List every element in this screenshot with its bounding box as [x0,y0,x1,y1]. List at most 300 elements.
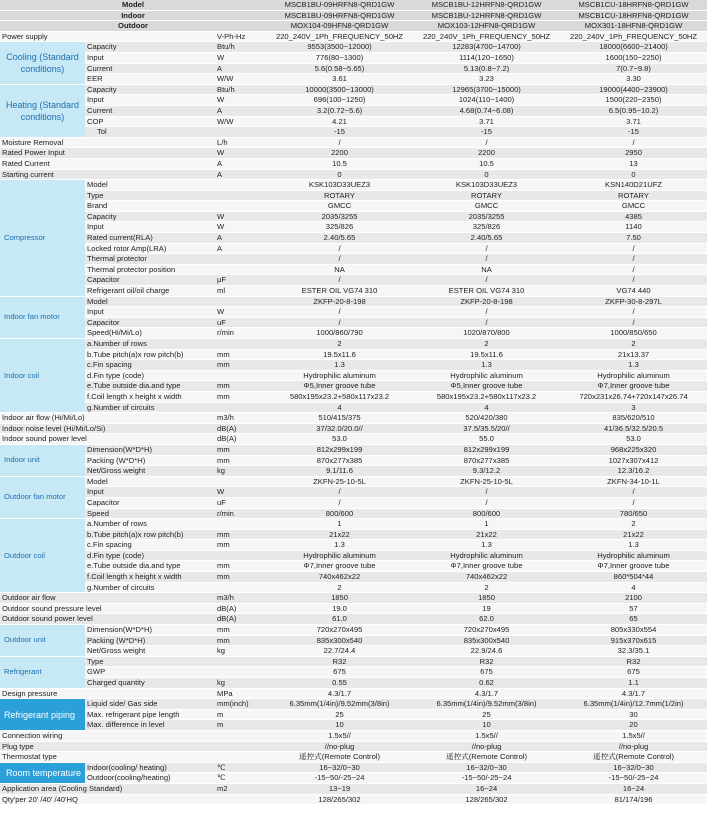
spec-value: 2.40/5.65 [413,233,560,244]
spec-value: 2 [266,582,413,593]
spec-value: 9.1/11.6 [266,466,413,477]
spec-category: Refrigerant piping [0,699,85,731]
spec-value: //no-plug [413,741,560,752]
spec-value: -15~50/-25~24 [413,773,560,784]
spec-value: 19000(4400~23900) [560,84,707,95]
spec-unit: dB(A) [213,614,266,625]
spec-value: 1.3 [266,360,413,371]
spec-value: 21x22 [560,529,707,540]
spec-value: 32.3/35.1 [560,646,707,657]
spec-row [0,709,707,720]
spec-value: / [560,254,707,265]
spec-value: 18000(6600~21400) [560,42,707,53]
spec-row [0,635,707,646]
spec-sublabel: d.Fin type (code) [85,550,213,561]
spec-value: ZKFP-20-8-198 [413,296,560,307]
spec-sublabel: Tol [85,127,213,138]
spec-value: 805x330x554 [560,625,707,636]
spec-label: Indoor noise level (Hi/Mi/Lo/Si) [0,423,213,434]
spec-value: 16~24 [560,783,707,794]
spec-value: 21x22 [413,529,560,540]
spec-value: 220_240V_1Ph_FREQUENCY_50HZ [266,31,413,42]
spec-row [0,137,707,148]
spec-sublabel: Input [85,95,213,106]
spec-sublabel: f.Coil length x height x width [85,572,213,583]
spec-value: 12283(4700~14700) [413,42,560,53]
spec-unit [213,180,266,191]
spec-value: 1600(150~2250) [560,52,707,63]
spec-value: 520/420/380 [413,413,560,424]
spec-unit: W [213,148,266,159]
spec-value: 16~24 [413,783,560,794]
spec-value: -15 [266,127,413,138]
spec-sublabel: Type [85,190,213,201]
spec-value: / [266,275,413,286]
spec-value: 41/36.5/32.5/20.5 [560,423,707,434]
header-model-cell: MSCB1BU-09HRFN8-QRD1GW [266,0,413,10]
spec-row [0,317,707,328]
spec-value: 10 [413,720,560,731]
spec-unit [213,730,266,741]
spec-sublabel: GWP [85,667,213,678]
spec-value: 4 [266,402,413,413]
spec-value: 1.3 [413,360,560,371]
spec-sublabel: Model [85,476,213,487]
spec-value: //no-plug [560,741,707,752]
spec-value: 2 [413,339,560,350]
spec-value: 遥控式(Remote Control) [560,752,707,763]
spec-value: 22.9/24.6 [413,646,560,657]
spec-value: 1020/870/800 [413,328,560,339]
spec-unit: Btu/h [213,84,266,95]
spec-value: 19.0 [266,603,413,614]
spec-row [0,741,707,752]
spec-unit: m [213,720,266,731]
spec-value: ZKFN-25-10-5L [413,476,560,487]
spec-row [0,519,707,530]
spec-value: / [266,497,413,508]
spec-sublabel: Liquid side/ Gas side [85,699,213,710]
header-row [0,0,707,10]
spec-row [0,190,707,201]
spec-unit: W [213,95,266,106]
spec-unit [213,794,266,805]
spec-row [0,466,707,477]
spec-row [0,497,707,508]
spec-value: 128/265/302 [413,794,560,805]
spec-value: 4.68(0.74~6.08) [413,105,560,116]
spec-value: 7(0.7~9.8) [560,63,707,74]
spec-value: R32 [413,656,560,667]
spec-value: 3 [560,402,707,413]
spec-value: 870x277x385 [266,455,413,466]
spec-unit [213,519,266,530]
spec-sublabel: Locked rotor Amp(LRA) [85,243,213,254]
spec-unit: mm [213,360,266,371]
spec-label: Rated Current [0,158,213,169]
spec-unit: W [213,52,266,63]
spec-value: / [560,264,707,275]
spec-sublabel: a.Number of rows [85,519,213,530]
spec-sublabel: Net/Gross weight [85,646,213,657]
spec-value: 22.7/24.4 [266,646,413,657]
spec-sublabel: EER [85,74,213,85]
spec-row [0,349,707,360]
spec-unit [213,254,266,265]
spec-unit: Btu/h [213,42,266,53]
spec-sublabel: Packing (W*D*H) [85,455,213,466]
spec-sublabel: Input [85,222,213,233]
spec-value: Hydrophilic aluminum [266,370,413,381]
spec-unit: W [213,222,266,233]
spec-value: ZKFN-25-10-5L [266,476,413,487]
spec-value: 696(100~1250) [266,95,413,106]
spec-value: / [560,307,707,318]
spec-value: 2035/3255 [413,211,560,222]
spec-value: 4.3/1.7 [560,688,707,699]
spec-value: 20 [560,720,707,731]
spec-value: ZKFP-20-8-198 [266,296,413,307]
spec-row [0,720,707,731]
spec-value: 220_240V_1Ph_FREQUENCY_50HZ [560,31,707,42]
spec-value: 1114(120~1650) [413,52,560,63]
spec-category: Indoor coil [0,339,85,413]
spec-unit: mm [213,349,266,360]
spec-unit: V-Ph-Hz [213,31,266,42]
spec-value: 81/174/196 [560,794,707,805]
spec-value: 0.55 [266,678,413,689]
spec-value: Hydrophilic aluminum [560,370,707,381]
spec-value: 37.5/35.5/20// [413,423,560,434]
spec-row [0,243,707,254]
spec-row [0,296,707,307]
spec-value: 3.61 [266,74,413,85]
spec-sublabel: Input [85,307,213,318]
spec-value: 325/826 [266,222,413,233]
spec-unit: kg [213,678,266,689]
spec-category: Outdoor unit [0,625,85,657]
spec-value: 2 [266,339,413,350]
spec-unit: W [213,211,266,222]
spec-sublabel: c.Fin spacing [85,540,213,551]
spec-value: Hydrophilic aluminum [560,550,707,561]
spec-value: 2200 [413,148,560,159]
spec-value: 2035/3255 [266,211,413,222]
spec-label: Thermostat type [0,752,213,763]
spec-sublabel: Packing (W*D*H) [85,635,213,646]
spec-value: GMCC [560,201,707,212]
spec-unit: mm(inch) [213,699,266,710]
spec-row [0,127,707,138]
spec-sublabel: Capacitor [85,317,213,328]
spec-row [0,95,707,106]
spec-unit: A [213,243,266,254]
spec-unit [213,741,266,752]
spec-value: 4.3/1.7 [266,688,413,699]
spec-sublabel: Rated current(RLA) [85,233,213,244]
spec-row [0,402,707,413]
spec-value: / [413,243,560,254]
spec-unit: W/W [213,116,266,127]
spec-value: / [560,137,707,148]
spec-unit: MPa [213,688,266,699]
spec-row [0,74,707,85]
spec-row [0,582,707,593]
spec-unit: mm [213,572,266,583]
spec-row [0,678,707,689]
spec-value: 4 [413,402,560,413]
spec-value: 4385 [560,211,707,222]
spec-unit: mm [213,625,266,636]
spec-value: 2 [560,339,707,350]
spec-value: 580x195x23.2+580x117x23.2 [266,391,413,402]
spec-value: 53.0 [266,434,413,445]
spec-sublabel: Speed(Hi/Mi/Lo) [85,328,213,339]
spec-unit: m [213,709,266,720]
spec-value: 1.5x5// [413,730,560,741]
spec-sublabel: c.Fin spacing [85,360,213,371]
spec-sublabel: Current [85,63,213,74]
spec-value: 65 [560,614,707,625]
spec-value: 62.0 [413,614,560,625]
spec-row [0,307,707,318]
spec-value: 1.5x5// [266,730,413,741]
spec-sublabel: Model [85,296,213,307]
spec-value: 675 [413,667,560,678]
spec-sublabel: e.Tube outside dia.and type [85,381,213,392]
spec-unit: W [213,487,266,498]
spec-value: 4.21 [266,116,413,127]
spec-row [0,529,707,540]
spec-sublabel: Brand [85,201,213,212]
spec-value: 13 [560,158,707,169]
spec-value: 6.35mm(1/4in)/9.52mm(3/8in) [413,699,560,710]
spec-row [0,625,707,636]
spec-value: KSK103D33UEZ3 [266,180,413,191]
spec-unit [213,127,266,138]
spec-unit [213,656,266,667]
header-model-cell: MSCB1CU-18HRFN8-QRD1GW [560,10,707,21]
spec-value: 10 [266,720,413,731]
spec-value: 2200 [266,148,413,159]
spec-value: ZKFP-30-8-297L [560,296,707,307]
spec-row [0,360,707,371]
spec-row [0,603,707,614]
spec-value: Hydrophilic aluminum [413,550,560,561]
spec-value: / [560,275,707,286]
spec-row [0,116,707,127]
spec-value: 800/600 [413,508,560,519]
spec-unit [213,296,266,307]
spec-unit [213,264,266,275]
spec-value: 3.23 [413,74,560,85]
spec-value: 0.62 [413,678,560,689]
spec-value: / [560,243,707,254]
spec-value: KSN140D21UFZ [560,180,707,191]
spec-value: / [560,487,707,498]
spec-value: / [560,497,707,508]
spec-row [0,391,707,402]
header-row [0,21,707,32]
spec-value: / [560,317,707,328]
spec-unit: dB(A) [213,603,266,614]
spec-value: ZKFN-34-10-1L [560,476,707,487]
spec-value: -15~50/-25~24 [560,773,707,784]
spec-value: 325/826 [413,222,560,233]
spec-row [0,381,707,392]
spec-row [0,444,707,455]
spec-row [0,572,707,583]
spec-row [0,614,707,625]
spec-sublabel: b.Tube pitch(a)x row pitch(b) [85,349,213,360]
spec-value: 6.35mm(1/4in)/9.52mm(3/8in) [266,699,413,710]
spec-unit: m3/h [213,593,266,604]
spec-value: ESTER OIL VG74 310 [413,286,560,297]
spec-value: 55.0 [413,434,560,445]
spec-value: 2 [413,582,560,593]
spec-unit: uF [213,317,266,328]
spec-row [0,688,707,699]
header-row [0,10,707,21]
spec-value: Φ7,Inner groove tube [560,561,707,572]
spec-value: 1.3 [560,360,707,371]
spec-value: 1.3 [560,540,707,551]
spec-value: / [413,254,560,265]
spec-row [0,656,707,667]
spec-unit: A [213,63,266,74]
spec-unit: mm [213,561,266,572]
spec-unit: ml [213,286,266,297]
spec-value: Φ5,Inner groove tube [266,381,413,392]
spec-value: / [266,307,413,318]
spec-value: 580x195x23.2+580x117x23.2 [413,391,560,402]
spec-row [0,52,707,63]
spec-value: 1.3 [413,540,560,551]
spec-value: ROTARY [560,190,707,201]
spec-value: 7.50 [560,233,707,244]
spec-sublabel: a.Number of rows [85,339,213,350]
spec-row [0,254,707,265]
spec-sublabel: Dimension(W*D*H) [85,444,213,455]
spec-value: Φ7,Inner groove tube [413,561,560,572]
spec-value: 720x231x26.74+720x147x26.74 [560,391,707,402]
spec-label: Design pressure [0,688,213,699]
spec-category: Room temperature [0,762,85,783]
spec-unit [213,190,266,201]
spec-sublabel: g.Number of circuits [85,582,213,593]
spec-unit: r/min [213,328,266,339]
spec-value: 675 [266,667,413,678]
spec-unit: A [213,233,266,244]
spec-row [0,180,707,191]
spec-value: GMCC [266,201,413,212]
spec-value: 780/650 [560,508,707,519]
spec-row [0,508,707,519]
spec-value: / [413,275,560,286]
spec-value: 1 [266,519,413,530]
spec-value: 53.0 [560,434,707,445]
spec-value: / [266,254,413,265]
spec-unit: kg [213,466,266,477]
spec-unit [213,752,266,763]
spec-value: 1850 [266,593,413,604]
spec-value: 16~32/0~30 [560,762,707,773]
spec-value: 128/265/302 [266,794,413,805]
spec-value: Hydrophilic aluminum [266,550,413,561]
spec-category: Indoor fan motor [0,296,85,338]
spec-value: 10.5 [413,158,560,169]
spec-value: / [413,307,560,318]
spec-unit: mm [213,444,266,455]
spec-sublabel: Refrigerant oil/oil charge [85,286,213,297]
spec-value: Φ7,Inner groove tube [560,381,707,392]
spec-unit: mm [213,529,266,540]
spec-unit: mm [213,455,266,466]
spec-value: 1.5x5// [560,730,707,741]
header-model-cell: MSCB1BU-12HRFN8-QRD1GW [413,10,560,21]
spec-value: 5.6(0.58~5.65) [266,63,413,74]
spec-value: ROTARY [266,190,413,201]
spec-value: 19.5x11.6 [266,349,413,360]
spec-category: Indoor unit [0,444,85,476]
spec-value: R32 [266,656,413,667]
spec-row [0,328,707,339]
spec-unit [213,582,266,593]
spec-row [0,783,707,794]
spec-label: Indoor air flow (Hi/Mi/Lo) [0,413,213,424]
spec-unit: A [213,158,266,169]
spec-unit [213,667,266,678]
spec-row [0,413,707,424]
spec-unit [213,476,266,487]
spec-row [0,540,707,551]
spec-sublabel: COP [85,116,213,127]
spec-unit: mm [213,540,266,551]
spec-value: 870x277x385 [413,455,560,466]
spec-row [0,275,707,286]
spec-value: 0 [266,169,413,180]
spec-row [0,105,707,116]
spec-row [0,773,707,784]
spec-value: 9553(3500~12000) [266,42,413,53]
spec-value: KSK103D33UEZ3 [413,180,560,191]
spec-row [0,264,707,275]
spec-row [0,434,707,445]
spec-value: -15 [413,127,560,138]
spec-sublabel: Indoor(cooling/ heating) [85,762,213,773]
spec-unit [213,201,266,212]
spec-value: / [413,497,560,508]
spec-value: / [266,317,413,328]
spec-value: 3.2(0.72~5.6) [266,105,413,116]
spec-value: 740x462x22 [413,572,560,583]
spec-value: 1500(220~2350) [560,95,707,106]
spec-value: / [266,487,413,498]
header-label: Indoor [0,10,266,21]
spec-value: 4 [560,582,707,593]
spec-sublabel: Max. refrigerant pipe length [85,709,213,720]
spec-row [0,762,707,773]
spec-unit: m2 [213,783,266,794]
spec-category: Cooling (Standard conditions) [0,42,85,84]
spec-value: 6.5(0.95~10.2) [560,105,707,116]
spec-row [0,148,707,159]
spec-sublabel: Current [85,105,213,116]
spec-row [0,646,707,657]
spec-value: ROTARY [413,190,560,201]
header-model-cell: MOX301-18HFN8-QRD1GW [560,21,707,32]
spec-value: 1000/860/790 [266,328,413,339]
